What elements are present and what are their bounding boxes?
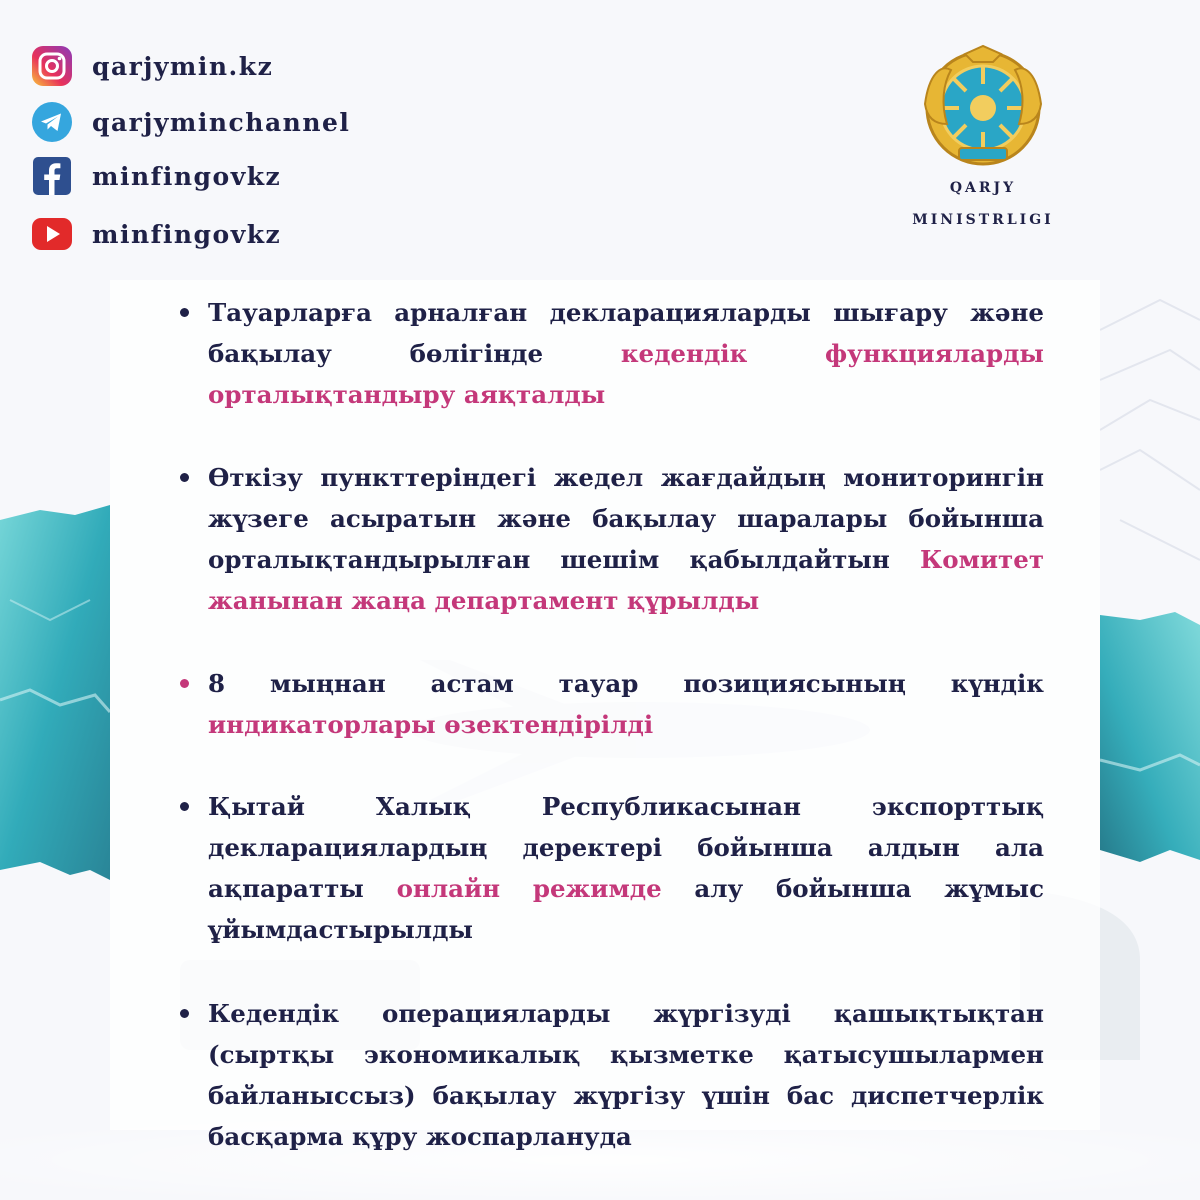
bullet-dot [180, 308, 189, 317]
list-item [178, 292, 1044, 415]
facebook-icon [30, 154, 74, 198]
ministry-emblem [908, 44, 1058, 232]
state-emblem-icon [921, 44, 1045, 168]
bullet-dot [180, 1009, 189, 1018]
bullet-dot [180, 802, 189, 811]
list-item [178, 457, 1044, 621]
ministry-name-line2: MINISTRLIGI [912, 212, 1054, 228]
ministry-name-line1: QARJY [949, 180, 1017, 196]
bullet-text: Тауарларға арналған декларацияларды шығару және бақылау бөлігінде [208, 298, 1044, 368]
youtube-icon [30, 212, 74, 256]
bullet-highlight: Комитет жанынан жаңа департамент құрылды [208, 545, 1044, 615]
social-telegram[interactable] [30, 100, 350, 144]
instagram-handle: qarjymin.kz [92, 51, 274, 81]
facebook-handle: minfingovkz [92, 161, 282, 191]
social-instagram[interactable] [30, 44, 273, 88]
bullet-highlight: кедендік функцияларды орталықтандыру аяқталды [208, 339, 1044, 409]
list-item [178, 663, 1044, 745]
map-shape-right [1100, 612, 1200, 862]
bullet-text: Кедендік операцияларды жүргізуді қашықтықтан (сыртқы экономикалық қызметке қатысушылармен байланыссыз) бақылау жүргізу үшін бас диспетчерлік басқарма құру жоспарлануда [208, 999, 1044, 1151]
telegram-icon [30, 100, 74, 144]
list-item [178, 786, 1044, 950]
social-youtube[interactable] [30, 212, 281, 256]
bullet-text: алу бойынша жұмыс ұйымдастырылды [208, 874, 1044, 944]
bullet-dot [180, 679, 189, 688]
bullet-text: Қытай Халық Республикасынан экспорттық декларациялардың деректері бойынша алдын ала ақпаратты [208, 792, 1044, 903]
social-facebook[interactable] [30, 154, 281, 198]
bullet-text: 8 мыңнан астам тауар позициясының күндік [208, 669, 1044, 698]
bullet-highlight: онлайн режимде [396, 874, 662, 903]
instagram-icon [30, 44, 74, 88]
bullet-dot [180, 473, 189, 482]
bullet-highlight: индикаторлары өзектендірілді [208, 710, 654, 739]
youtube-handle: minfingovkz [92, 219, 282, 249]
list-item [178, 993, 1044, 1157]
telegram-handle: qarjyminchannel [92, 107, 351, 137]
bullet-text: Өткізу пункттеріндегі жедел жағдайдың мониторингін жүзеге асыратын және бақылау шаралары бойынша орталықтандырылған шешім қабылдайтын [208, 463, 1044, 574]
map-shape-left [0, 505, 110, 880]
